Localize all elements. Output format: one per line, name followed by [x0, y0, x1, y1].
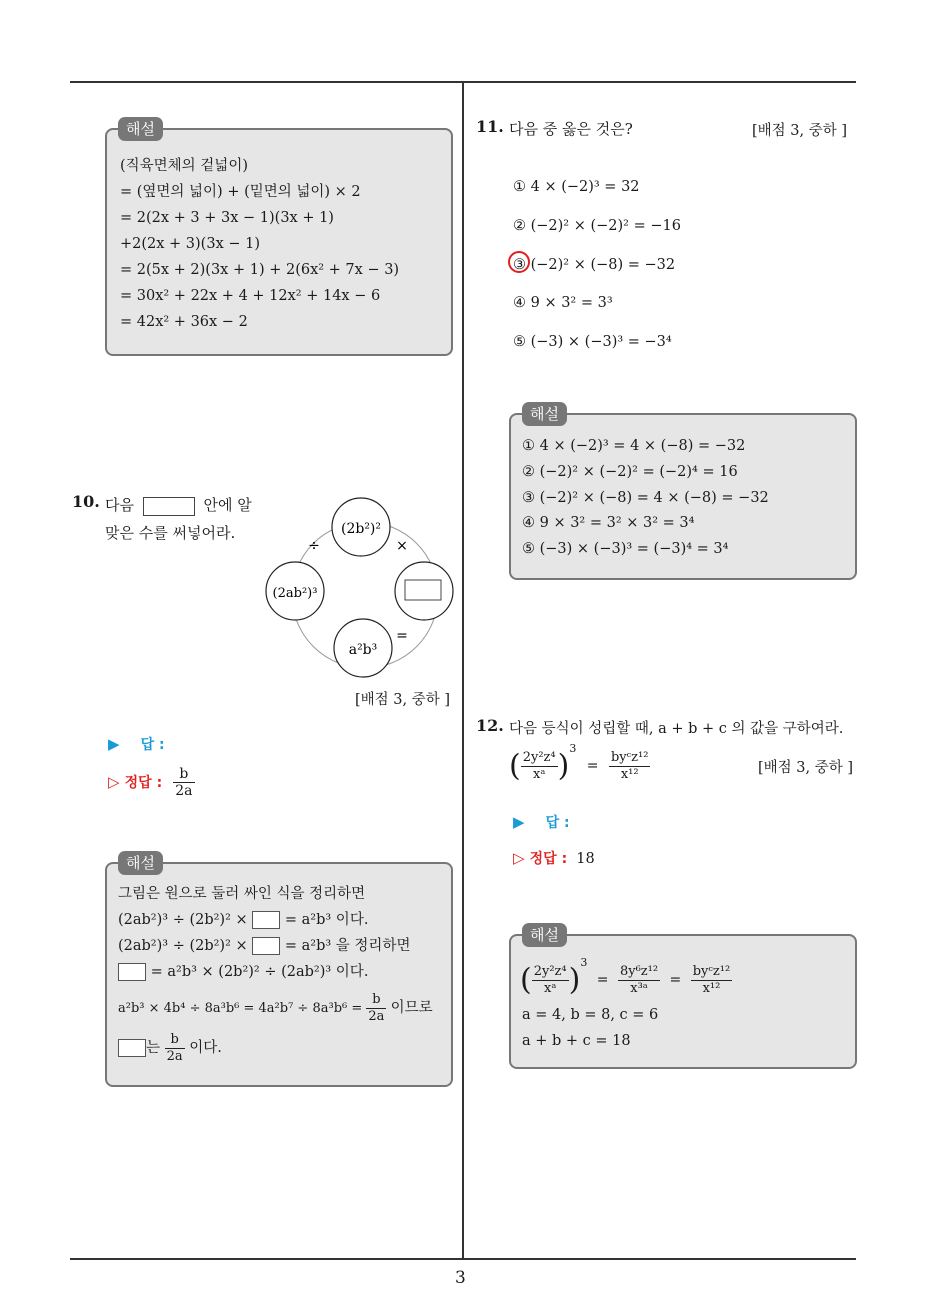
play-arrow-icon: ▶: [513, 813, 525, 831]
node-right-blank: [405, 580, 441, 600]
solution-line: = 42x² + 36x − 2: [120, 314, 248, 330]
blank-box: [118, 963, 146, 981]
score-meta: [배점 3, 중하 ]: [355, 692, 451, 708]
solution-line: [118, 1030, 222, 1066]
solution-equation: [520, 956, 732, 998]
solution-line: = 2(2x + 3 + 3x − 1)(3x + 1): [120, 210, 334, 226]
exponent: 3: [569, 742, 577, 755]
expr: 는: [146, 1040, 161, 1056]
solution-tag: 해설: [118, 851, 163, 875]
solution-line: [118, 962, 368, 982]
correct-answer-row: [108, 766, 195, 799]
solution-line: = 30x² + 22x + 4 + 12x² + 14x − 6: [120, 288, 381, 304]
node-top-label: (2b²)²: [340, 521, 382, 537]
expr: (2ab²)³ ÷ (2b²)² ×: [118, 912, 248, 928]
question-text-before: 다음: [105, 496, 134, 514]
fraction: [618, 964, 660, 997]
blank-box: [252, 937, 280, 955]
answer-row: [513, 812, 570, 832]
option-3: ③ (−2)² × (−8) = −32: [513, 257, 676, 273]
play-arrow-icon: ▶: [108, 735, 120, 753]
solution-line: a = 4, b = 8, c = 6: [522, 1007, 659, 1023]
equals-sign: =: [586, 758, 599, 774]
blank-box: [118, 1039, 146, 1057]
option-4: ④ 9 × 3² = 3³: [513, 295, 613, 311]
rhs-fraction: [609, 750, 650, 783]
expr: = a²b³ × (2b²)² ÷ (2ab²)³ 이다.: [150, 964, 369, 980]
equals-sign: =: [596, 972, 609, 988]
option-5: ⑤ (−3) × (−3)³ = −3⁴: [513, 334, 672, 350]
fraction: [366, 992, 386, 1025]
op-times: ×: [396, 538, 408, 554]
fraction-denominator: 2a: [166, 1048, 183, 1064]
question-text: 다음 등식이 성립할 때, a + b + c 의 값을 구하여라.: [509, 721, 844, 737]
node-left-label: (2ab²)³: [272, 586, 318, 601]
question-number-10: 10.: [72, 492, 100, 511]
fraction-numerator: 8y⁶z¹²: [619, 963, 659, 979]
equation: [509, 742, 650, 784]
solution-line: = 2(5x + 2)(3x + 1) + 2(6x² + 7x − 3): [120, 262, 400, 278]
expr: = a²b³ 을 정리하면: [284, 938, 411, 954]
solution-line: ④ 9 × 3² = 3² × 3² = 3⁴: [522, 515, 695, 531]
solution-tag: 해설: [118, 117, 163, 141]
paren-open: (: [509, 748, 521, 784]
solution-line: (직육면체의 겉넓이): [120, 158, 248, 174]
question-text-line2: 맞은 수를 써넣어라.: [105, 524, 236, 542]
score-meta: [배점 3, 중하 ]: [752, 123, 848, 139]
answer-row: [108, 734, 165, 754]
circle-diagram: [262, 492, 468, 680]
fraction: [691, 964, 732, 997]
node-bottom-label: a²b³: [348, 642, 378, 658]
option-2: ② (−2)² × (−2)² = −16: [513, 218, 681, 234]
correct-answer-row: [513, 848, 595, 868]
fraction-denominator: 2a: [368, 1009, 385, 1024]
solution-line: +2(2x + 3)(3x − 1): [120, 236, 260, 252]
fraction-denominator: x¹²: [620, 766, 639, 782]
solution-line: 그림은 원으로 둘러 싸인 식을 정리하면: [118, 886, 366, 902]
answer-mark-circle-icon: [508, 251, 530, 273]
page-number: 3: [455, 1268, 466, 1288]
paren-close: ): [557, 748, 570, 784]
correct-label: 정답 :: [529, 851, 568, 867]
correct-value: 18: [576, 851, 595, 867]
exponent: 3: [580, 956, 588, 969]
paren-open: (: [520, 962, 532, 998]
question-text: [105, 494, 252, 516]
fraction-numerator: b: [366, 992, 386, 1009]
question-number-12: 12.: [476, 716, 504, 735]
fraction: [532, 964, 569, 997]
question-text: 다음 중 옳은 것은?: [509, 120, 633, 138]
outline-arrow-icon: ▷: [513, 849, 525, 867]
answer-label: 답 :: [545, 815, 570, 831]
lhs-fraction: [521, 750, 558, 783]
op-divide: ÷: [308, 538, 320, 554]
equals-sign: =: [669, 972, 682, 988]
correct-fraction: [173, 766, 194, 799]
paren-close: ): [568, 962, 581, 998]
fraction-denominator: x³ᵃ: [630, 980, 648, 996]
fraction-numerator: byᶜz¹²: [610, 749, 649, 765]
option-1: ① 4 × (−2)³ = 32: [513, 179, 640, 195]
solution-line: ① 4 × (−2)³ = 4 × (−8) = −32: [522, 438, 746, 454]
score-meta: [배점 3, 중하 ]: [758, 760, 854, 776]
fraction-numerator: b: [165, 1032, 185, 1049]
solution-line: [118, 990, 433, 1027]
solution-line: = (옆면의 넓이) + (밑면의 넓이) × 2: [120, 184, 361, 200]
answer-blank-box: [143, 497, 195, 516]
expr: 이므로: [390, 1000, 433, 1016]
fraction-denominator: 2a: [175, 783, 193, 799]
solution-line: [118, 910, 368, 930]
expr: (2ab²)³ ÷ (2b²)² ×: [118, 938, 248, 954]
solution-tag: 해설: [522, 923, 567, 947]
fraction-numerator: 2y²z⁴: [533, 963, 567, 979]
fraction-numerator: b: [173, 766, 194, 783]
outline-arrow-icon: ▷: [108, 773, 120, 791]
question-number-11: 11.: [476, 117, 504, 136]
solution-tag: 해설: [522, 402, 567, 426]
blank-box: [252, 911, 280, 929]
fraction-denominator: xᵃ: [543, 980, 557, 996]
solution-line: [118, 936, 410, 956]
expr: = a²b³ 이다.: [284, 912, 369, 928]
correct-label: 정답 :: [124, 775, 163, 791]
expr: a²b³ × 4b⁴ ÷ 8a³b⁶ = 4a²b⁷ ÷ 8a³b⁶ =: [118, 1001, 363, 1016]
op-equals: =: [396, 628, 408, 644]
fraction-numerator: 2y²z⁴: [522, 749, 556, 765]
solution-line: ⑤ (−3) × (−3)³ = (−3)⁴ = 3⁴: [522, 541, 729, 557]
solution-line: a + b + c = 18: [522, 1033, 631, 1049]
question-text-after: 안에 알: [203, 496, 252, 514]
fraction: [165, 1032, 185, 1065]
solution-line: ② (−2)² × (−2)² = (−2)⁴ = 16: [522, 464, 738, 480]
expr: 이다.: [189, 1040, 222, 1056]
solution-line: ③ (−2)² × (−8) = 4 × (−8) = −32: [522, 490, 769, 506]
bottom-rule: [70, 1258, 856, 1260]
answer-label: 답 :: [140, 737, 165, 753]
fraction-denominator: x¹²: [702, 980, 721, 996]
fraction-numerator: byᶜz¹²: [692, 963, 731, 979]
fraction-denominator: xᵃ: [532, 766, 546, 782]
